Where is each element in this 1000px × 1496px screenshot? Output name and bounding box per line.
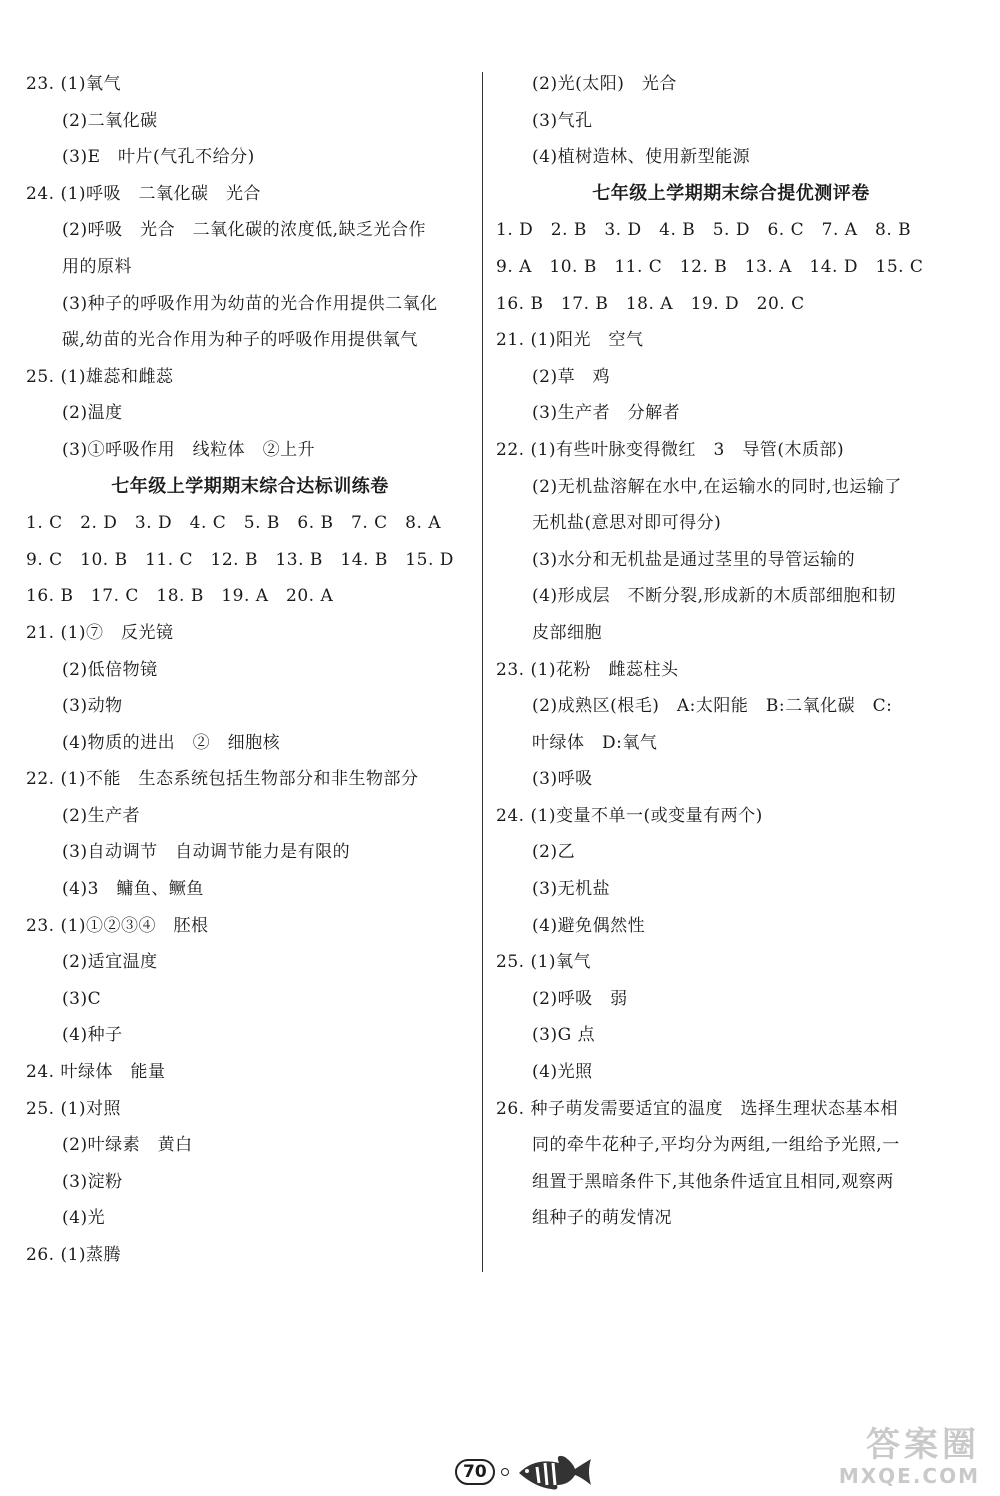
- answer-line: 22. (1)不能 生态系统包括生物部分和非生物部分: [26, 769, 419, 790]
- answer-line: 23. (1)花粉 雌蕊柱头: [496, 659, 679, 680]
- answer-line: (3)气孔: [532, 110, 593, 131]
- dot-ornament: [501, 1468, 509, 1476]
- answer-line: 25. (1)氧气: [496, 952, 592, 973]
- answer-line: (4)避免偶然性: [532, 915, 646, 936]
- answer-line: (3)生产者 分解者: [532, 403, 681, 424]
- page-number: 70: [455, 1459, 495, 1485]
- answer-line: (3)水分和无机盐是通过茎里的导管运输的: [532, 549, 856, 570]
- answer-line: 23. (1)①②③④ 胚根: [26, 915, 209, 936]
- answer-line: (4)3 鳙鱼、鳜鱼: [62, 879, 204, 900]
- page-footer: [455, 1452, 595, 1492]
- watermark-logo-text: 答案圈: [866, 1425, 980, 1465]
- answer-line: (3)E 叶片(气孔不给分): [62, 147, 255, 168]
- answer-line: (2)低倍物镜: [62, 659, 158, 680]
- answer-line: 24. 叶绿体 能量: [26, 1062, 166, 1083]
- answer-line: (3)无机盐: [532, 879, 611, 900]
- answer-line: (3)①呼吸作用 线粒体 ②上升: [62, 439, 316, 460]
- answer-line: (2)二氧化碳: [62, 110, 158, 131]
- right-column: [496, 66, 966, 1237]
- answer-line: 21. (1)⑦ 反光镜: [26, 622, 174, 643]
- answer-line: (3)C: [62, 988, 102, 1009]
- answer-line: 16. B 17. B 18. A 19. D 20. C: [496, 293, 805, 314]
- answer-line: 24. (1)变量不单一(或变量有两个): [496, 805, 763, 826]
- section-heading: 七年级上学期期末综合提优测评卷: [592, 182, 870, 204]
- section-heading: 七年级上学期期末综合达标训练卷: [111, 475, 389, 497]
- answer-line: 25. (1)对照: [26, 1098, 122, 1119]
- answer-line: (2)叶绿素 黄白: [62, 1135, 193, 1156]
- answer-line: 23. (1)氧气: [26, 74, 122, 94]
- fish-icon: [515, 1451, 595, 1493]
- watermark-url: MXQE.COM: [838, 1464, 980, 1488]
- answer-line: 用的原料: [62, 256, 132, 277]
- answer-line: (4)形成层 不断分裂,形成新的木质部细胞和韧: [532, 586, 896, 607]
- answer-line: 叶绿体 D:氧气: [532, 732, 658, 753]
- watermark: [839, 1426, 980, 1488]
- answer-line: 26. 种子萌发需要适宜的温度 选择生理状态基本相: [496, 1098, 898, 1119]
- answer-line: 1. C 2. D 3. D 4. C 5. B 6. B 7. C 8. A: [26, 513, 442, 534]
- answer-line: 组置于黑暗条件下,其他条件适宜且相同,观察两: [532, 1171, 894, 1192]
- answer-line: 24. (1)呼吸 二氧化碳 光合: [26, 183, 262, 204]
- answer-line: 21. (1)阳光 空气: [496, 330, 644, 351]
- answer-line: 22. (1)有些叶脉变得微红 3 导管(木质部): [496, 439, 845, 460]
- answer-line: (4)物质的进出 ② 细胞核: [62, 732, 281, 753]
- answer-line: (2)生产者: [62, 805, 141, 826]
- answer-line: 1. D 2. B 3. D 4. B 5. D 6. C 7. A 8. B: [496, 220, 912, 241]
- left-column: [26, 66, 474, 1274]
- answer-line: (3)种子的呼吸作用为幼苗的光合作用提供二氧化: [62, 293, 438, 314]
- answer-line: (4)光: [62, 1208, 106, 1229]
- answer-line: (2)草 鸡: [532, 366, 611, 387]
- answer-line: 同的牵牛花种子,平均分为两组,一组给予光照,一: [532, 1135, 900, 1156]
- column-divider: [482, 72, 483, 1272]
- answer-line: (3)呼吸: [532, 769, 593, 790]
- answer-line: (4)植树造林、使用新型能源: [532, 147, 751, 168]
- answer-line: 无机盐(意思对即可得分): [532, 513, 722, 534]
- answer-line: 皮部细胞: [532, 622, 602, 643]
- answer-line: (2)乙: [532, 842, 576, 863]
- answer-line: (3)G 点: [532, 1025, 596, 1046]
- answer-line: 25. (1)雄蕊和雌蕊: [26, 366, 174, 387]
- answer-line: (2)温度: [62, 403, 123, 424]
- answer-line: (2)光(太阳) 光合: [532, 74, 677, 94]
- answer-line: (4)种子: [62, 1025, 123, 1046]
- answer-line: 组种子的萌发情况: [532, 1208, 672, 1229]
- answer-line: (2)呼吸 弱: [532, 988, 628, 1009]
- answer-line: 16. B 17. C 18. B 19. A 20. A: [26, 586, 334, 607]
- answer-line: 26. (1)蒸腾: [26, 1245, 122, 1265]
- answer-line: (2)无机盐溶解在水中,在运输水的同时,也运输了: [532, 476, 902, 497]
- answer-line: (2)成熟区(根毛) A:太阳能 B:二氧化碳 C:: [532, 696, 893, 717]
- answer-line: (2)呼吸 光合 二氧化碳的浓度低,缺乏光合作: [62, 220, 426, 241]
- answer-line: 9. C 10. B 11. C 12. B 13. B 14. B 15. D: [26, 549, 454, 570]
- answer-line: (3)淀粉: [62, 1171, 123, 1192]
- answer-line: (3)动物: [62, 696, 123, 717]
- answer-line: (3)自动调节 自动调节能力是有限的: [62, 842, 351, 863]
- answer-line: (4)光照: [532, 1062, 593, 1083]
- answer-line: 9. A 10. B 11. C 12. B 13. A 14. D 15. C: [496, 256, 924, 277]
- answer-line: 碳,幼苗的光合作用为种子的呼吸作用提供氧气: [62, 330, 418, 351]
- answer-line: (2)适宜温度: [62, 952, 158, 973]
